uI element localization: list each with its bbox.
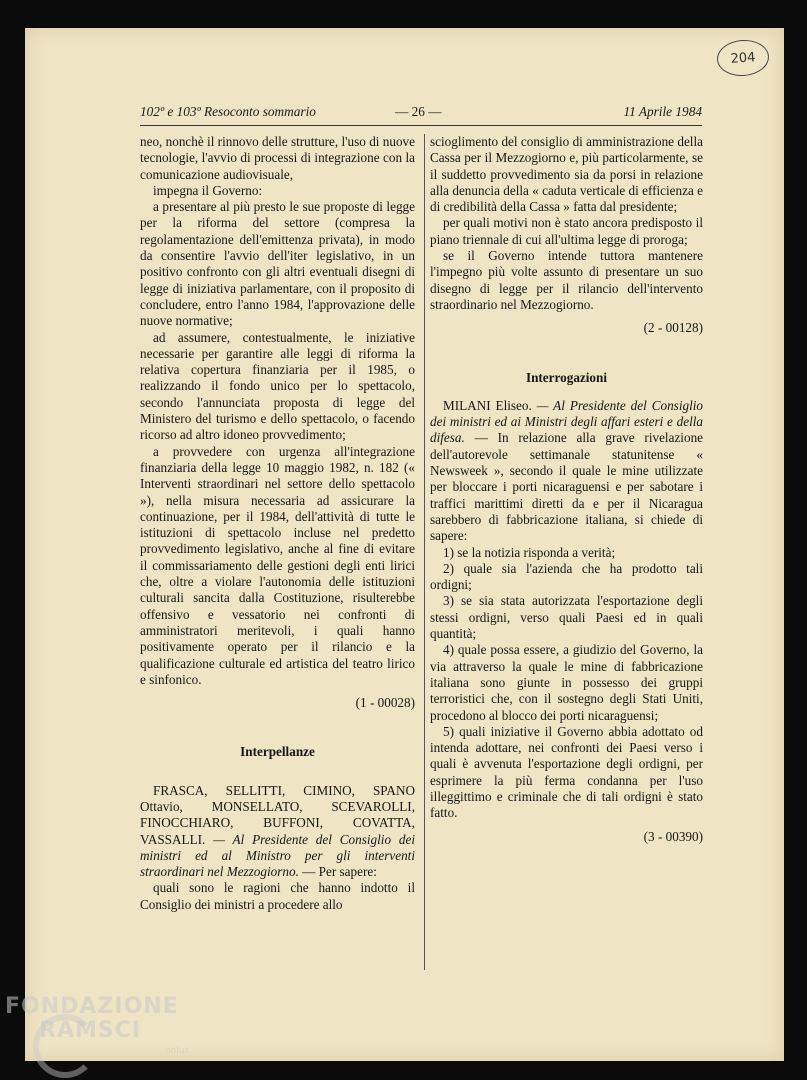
- header-rule: [140, 125, 702, 126]
- right-column: [430, 134, 703, 845]
- body: — In relazione alla grave rivelazione dell'autorevole settimanale statunitense « Newsweek », secondo il quale le mine utilizzate per bloccare i porti nicaraguensi e per sabotare i traffici marittimi diretti da e per il Nicaragua sarebbero di fabbricazione italiana, si chiede di sapere:: [430, 430, 704, 544]
- archive-number: 204: [730, 49, 756, 67]
- author: MILANI Eliseo.: [443, 397, 532, 413]
- header-page-number: — 26 —: [395, 104, 442, 119]
- paragraph: a presentare al più presto le sue proposte di legge per la riforma del settore (compresa la regolamentazione dell'emittenza privata), in modo da consentire l'avvio dell'iter legislativo, in un positivo confronto con gli altri eventuali disegni di legge di iniziativa parlamentare, con il proposito di concludere, entro l'anno 1984, l'approvazione delle nuove normative;: [140, 199, 415, 329]
- addressee: — Al Presidente del Consiglio dei ministri ed ai Ministri degli affari esteri e della difesa.: [430, 397, 703, 446]
- paragraph: per quali motivi non è stato ancora predisposto il piano triennale di cui all'ultima legge di proroga;: [430, 215, 703, 247]
- page-header: [140, 104, 702, 122]
- paragraph: scioglimento del consiglio di amministrazione della Cassa per il Mezzogiorno e, più particolarmente, se il suddetto provvedimento sia da porsi in relazione alla denuncia della « caduta verticale di efficienza e di credibilità della Cassa » fatta dal presidente;: [430, 134, 703, 215]
- paragraph: impegna il Governo:: [153, 182, 263, 198]
- logo-line-3: onlus: [165, 1046, 190, 1056]
- request: — Per sapere:: [302, 864, 377, 880]
- question-item: 1) se la notizia risponda a verità;: [443, 544, 616, 560]
- paragraph: neo, nonchè il rinnovo delle strutture, l'uso di nuove tecnologie, l'avvio di processi di integrazione con la comunicazione audiovisuale,: [140, 134, 415, 182]
- column-divider: [424, 134, 425, 970]
- paragraph: quali sono le ragioni che hanno indotto il Consiglio dei ministri a procedere allo: [140, 880, 415, 912]
- section-heading: Interrogazioni: [525, 369, 608, 385]
- paragraph: ad assumere, contestualmente, le iniziative necessarie per garantire alle leggi di riforma la relativa copertura finanziaria per il 1985, o realizzando il fondo unico per lo spettacolo, secondo l'annunciata proposta di legge del Ministero del turismo e dello spettacolo, o facendo ricorso ad altro idoneo provvedimento;: [140, 329, 415, 443]
- paragraph: a provvedere con urgenza all'integrazione finanziaria della legge 10 maggio 1982, n. 182 (« Interventi straordinari nel settore dello spettacolo »), nella misura necessaria ad assicurare la continuazione, per il 1984, dell'attività di tutte le istituzioni di spettacolo incluse nel predetto provvedimento legislativo, anche al fine di evitare il commissariamento delle gestioni degli enti lirici che, oltre a violare l'autonomia delle istituzioni culturali sancita dalla Costituzione, risulterebbe offensivo e vessatorio nei confronti di amministratori meritevoli, i quali hanno positivamente operato per il rilancio e la qualificazione culturale ed artistica del teatro lirico e sinfonico.: [140, 443, 415, 687]
- interpellation-paragraph: [140, 783, 415, 881]
- question-item: 3) se sia stata autorizzata l'esportazione degli stessi ordigni, verso quali Paesi ed in quali quantità;: [430, 593, 703, 642]
- question-item: 5) quali iniziative il Governo abbia adottato od intenda adottare, nei confronti dei Paesi verso i quali è avvenuta l'esportazione degli ordigni, per esprimere la più ferma condanna per l'uso illeggittimo e criminale che di tali ordigni è stato fatto.: [430, 723, 703, 821]
- fondazione-gramsci-logo: [5, 994, 205, 1074]
- authors: FRASCA, SELLITTI, CIMINO, SPANO Ottavio, MONSELLATO, SCEVAROLLI, FINOCCHIARO, BUFFONI, COVATTA, VASSALLI.: [140, 782, 415, 847]
- question-item: 2) quale sia l'azienda che ha prodotto tali ordigni;: [430, 560, 703, 593]
- interrogation-paragraph: [430, 398, 703, 545]
- question-item: 4) quale possa essere, a giudizio del Governo, la via attraverso la quale le mine di fabbricazione italiana sono giunte in possesso dei gruppi terroristici che, con il sostegno degli Stati Uniti, procedono al blocco dei porti nicaraguensi;: [430, 642, 703, 723]
- header-session: 102º e 103º Resoconto sommario: [140, 104, 316, 119]
- addressee: — Al Presidente del Consiglio dei ministri ed al Ministro per gli interventi straordinari nel Mezzogiorno.: [140, 831, 415, 880]
- reference-number: (1 - 00028): [355, 695, 415, 711]
- logo-line-2: RAMSCI: [39, 1018, 142, 1043]
- reference-number: (2 - 00128): [643, 320, 703, 336]
- paragraph: se il Governo intende tuttora mantenere l'impegno più volte assunto di presentare un suo disegno di legge per il rilancio dell'intervento straordinario nel Mezzogiorno.: [430, 248, 703, 312]
- reference-number: (3 - 00390): [643, 828, 703, 844]
- left-column: [140, 134, 415, 913]
- logo-line-1: FONDAZIONE: [5, 994, 179, 1019]
- header-date: 11 Aprile 1984: [623, 104, 702, 119]
- section-heading: Interpellanze: [240, 744, 315, 760]
